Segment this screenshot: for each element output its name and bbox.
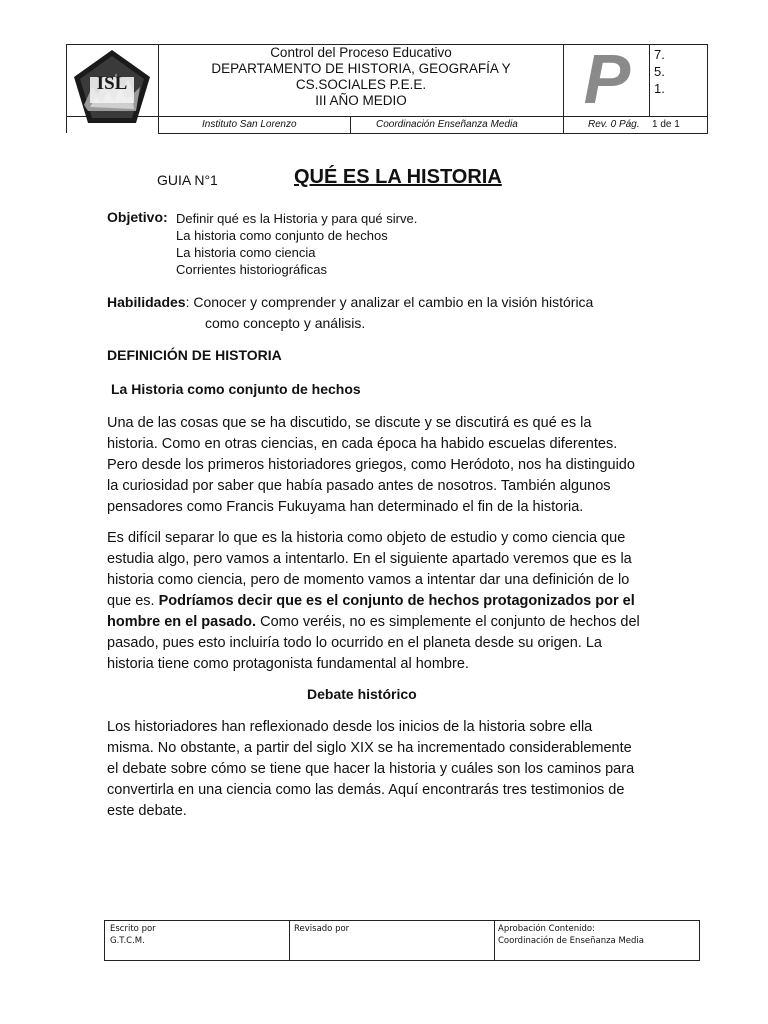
revision-label: Rev. 0 Pág. (588, 119, 640, 130)
paragraph-text: que es. (107, 593, 159, 609)
page-title: QUÉ ES LA HISTORIA (294, 166, 502, 188)
skills-label: Habilidades (107, 294, 186, 310)
header-title-line: Control del Proceso Educativo (270, 45, 452, 60)
doc-code-line: 7. (654, 47, 665, 62)
skills-line-2: como concepto y análisis. (205, 315, 366, 331)
header-divider (563, 44, 564, 117)
footer-divider (494, 920, 495, 961)
written-label: Escrito por (110, 924, 156, 934)
paragraph-line: convertirla en una ciencia como las demás. Aquí encontrarás tres testimonios de (107, 782, 625, 798)
paragraph-line: el debate sobre cómo se tiene que hacer la historia y cuáles son los caminos para (107, 761, 635, 777)
objective-line: Corrientes historiográficas (176, 262, 328, 277)
paragraph-text: Como veréis, no es simplemente el conjunto de hechos del (256, 614, 640, 630)
footer-written-by (110, 923, 156, 947)
objective-line: Definir qué es la Historia y para qué sirve. (176, 211, 418, 226)
reviewed-label: Revisado por (294, 924, 350, 934)
paragraph-line: misma. No obstante, a partir del siglo XIX se ha incrementado considerablemente (107, 740, 632, 756)
paragraph-line: historia como ciencia, pero de momento vamos a intentar dar una definición de lo (107, 572, 630, 588)
paragraph-line: pensadores como Francis Fukuyama han determinado el fin de la historia. (107, 499, 584, 515)
institute-name: Instituto San Lorenzo (202, 119, 297, 130)
paragraph-line: la curiosidad por saber que había pasado antes de nosotros. También algunos (107, 478, 611, 494)
header-divider (649, 44, 650, 117)
facts-heading: La Historia como conjunto de hechos (111, 381, 361, 397)
paragraph-3 (107, 717, 667, 822)
header-title-line: CS.SOCIALES P.E.E. (295, 77, 427, 92)
objective-label: Objetivo: (107, 209, 168, 225)
paragraph-line: Los historiadores han reflexionado desde los inicios de la historia sobre ella (107, 719, 593, 735)
logo-text: ISL (96, 73, 128, 94)
header-title (159, 45, 563, 109)
objective-line: La historia como conjunto de hechos (176, 228, 388, 243)
paragraph-bold-text: Podríamos decir que es el conjunto de hechos protagonizados por el (158, 593, 635, 609)
debate-heading: Debate histórico (307, 686, 417, 702)
approval-value: Coordinación de Enseñanza Media (498, 936, 644, 946)
header-title-line: III AÑO MEDIO (315, 93, 407, 108)
skills-text: : Conocer y comprender y analizar el cambio en la visión histórica (185, 294, 594, 310)
paragraph-line: este debate. (107, 803, 187, 819)
header-divider (563, 117, 564, 134)
footer-divider (289, 920, 290, 961)
paragraph-line: historia. Como en otras ciencias, en cada época ha habido escuelas diferentes. (107, 436, 618, 452)
objective-line: La historia como ciencia (176, 245, 316, 260)
procedure-letter: P (583, 40, 631, 118)
doc-code-line: 1. (654, 81, 665, 96)
paragraph-line (107, 612, 667, 633)
guide-number: GUIA N°1 (157, 172, 218, 188)
header-divider (350, 117, 351, 134)
skills-line (107, 292, 593, 313)
doc-code-line: 5. (654, 64, 665, 79)
header-title-line: DEPARTAMENTO DE HISTORIA, GEOGRAFÍA Y (211, 61, 511, 76)
paragraph-line: pasado, pues esto incluiría todo lo ocurrido en el planeta desde su origen. La (107, 635, 602, 651)
approval-label: Aprobación Contenido: (498, 924, 595, 934)
paragraph-line: Una de las cosas que se ha discutido, se discute y se discutirá es qué es la (107, 415, 592, 431)
header-border-left (66, 44, 67, 133)
coordination-name: Coordinación Enseñanza Media (376, 119, 518, 130)
paragraph-1 (107, 413, 667, 518)
paragraph-line: Es difícil separar lo que es la historia como objeto de estudio y como ciencia que (107, 530, 626, 546)
paragraph-bold-text: hombre en el pasado. (107, 614, 257, 630)
footer-approval (498, 923, 644, 947)
paragraph-line (107, 591, 667, 612)
paragraph-line: Pero desde los primeros historiadores griegos, como Heródoto, nos ha distinguido (107, 457, 635, 473)
paragraph-line: estudia algo, pero vamos a intentarlo. En el siguiente apartado veremos que es la (107, 551, 632, 567)
paragraph-2 (107, 528, 667, 675)
written-value: G.T.C.M. (110, 936, 145, 946)
paragraph-line: historia tiene como protagonista fundamental al hombre. (107, 656, 469, 672)
page-count: 1 de 1 (652, 119, 680, 130)
definition-heading: DEFINICIÓN DE HISTORIA (107, 347, 282, 363)
